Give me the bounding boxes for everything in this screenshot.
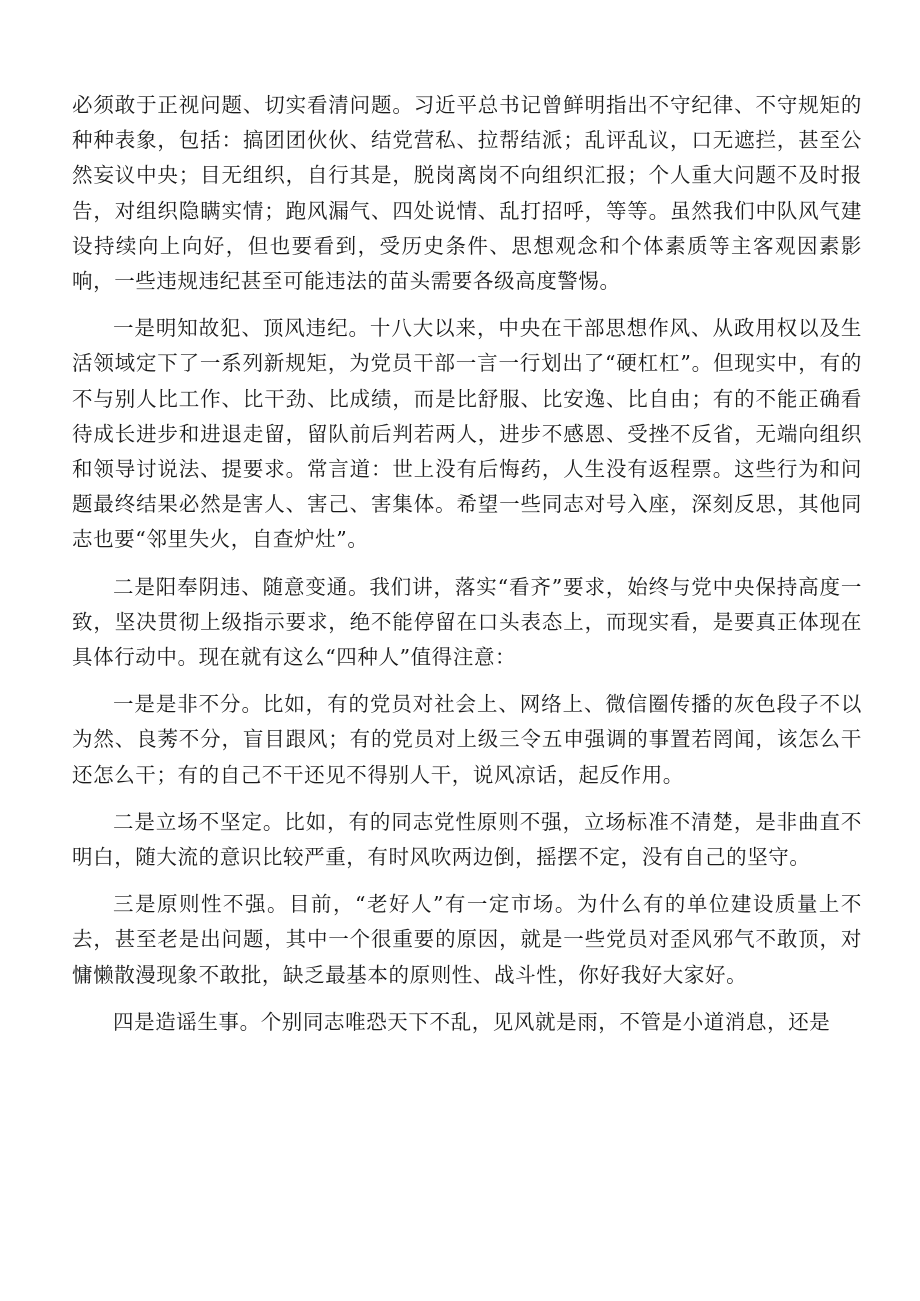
paragraph-point-1: 一是明知故犯、顶风违纪。十八大以来，中央在干部思想作风、从政用权以及生活领域定下了一系列新规矩，为党员干部一言一行划出了“硬杠杠”。但现实中，有的不与别人比工作、比干劲、比成绩，而是比舒服、比安逸、比自由；有的不能正确看待成长进步和进退走留，留队前后判若两人，进步不感恩、受挫不反省，无端向组织和领导讨说法、提要求。常言道：世上没有后悔药，人生没有返程票。这些行为和问题最终结果必然是害人、害己、害集体。希望一些同志对号入座，深刻反思，其他同志也要“邻里失火，自查炉灶”。 (72, 316, 862, 552)
document-body (72, 88, 862, 1052)
paragraph-point-2: 二是阳奉阴违、随意变通。我们讲，落实“看齐”要求，始终与党中央保持高度一致，坚决贯彻上级指示要求，绝不能停留在口头表态上，而现实看，是要真正体现在具体行动中。现在就有这么“四种人”值得注意： (72, 574, 862, 670)
paragraph-sub-4: 四是造谣生事。个别同志唯恐天下不乱，见风就是雨，不管是小道消息，还是 (113, 1009, 831, 1034)
paragraph-sub-2: 二是立场不坚定。比如，有的同志党性原则不强，立场标准不清楚，是非曲直不明白，随大流的意识比较严重，有时风吹两边倒，摇摆不定，没有自己的坚守。 (72, 809, 862, 870)
paragraph-sub-3: 三是原则性不强。目前，“老好人”有一定市场。为什么有的单位建设质量上不去，甚至老是出问题，其中一个很重要的原因，就是一些党员对歪风邪气不敢顶，对慵懒散漫现象不敢批，缺乏最基本的原则性、战斗性，你好我好大家好。 (72, 892, 862, 987)
paragraph-sub-1: 一是是非不分。比如，有的党员对社会上、网络上、微信圈传播的灰色段子不以为然、良莠不分，盲目跟风；有的党员对上级三令五申强调的事置若罔闻，该怎么干还怎么干；有的自己不干还见不得别人干，说风凉话，起反作用。 (72, 692, 862, 787)
paragraph-intro: 必须敢于正视问题、切实看清问题。习近平总书记曾鲜明指出不守纪律、不守规矩的种种表象，包括：搞团团伙伙、结党营私、拉帮结派；乱评乱议，口无遮拦，甚至公然妄议中央；目无组织，自行其是，脱岗离岗不向组织汇报；个人重大问题不及时报告，对组织隐瞒实情；跑风漏气、四处说情、乱打招呼，等等。虽然我们中队风气建设持续向上向好，但也要看到，受历史条件、思想观念和个体素质等主客观因素影响，一些违规违纪甚至可能违法的苗头需要各级高度警惕。 (72, 93, 862, 294)
